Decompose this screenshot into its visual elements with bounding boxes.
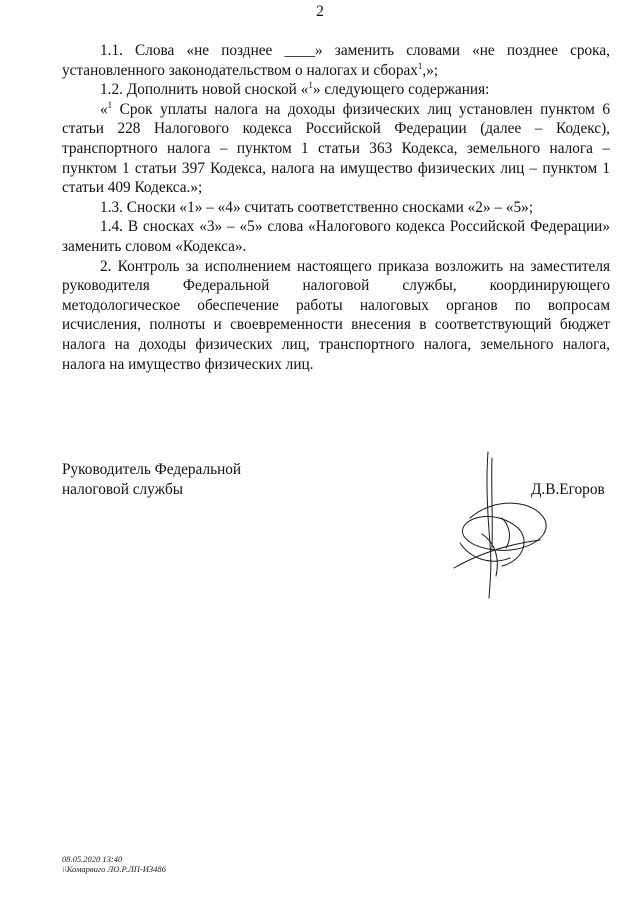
paragraph-1-1: 1.1. Слова «не позднее ____» заменить словами «не позднее срока, установленного законодательством о налогах и сборах$^1$,»; bbox=[62, 42, 610, 79]
signer-name: Д.В.Егоров bbox=[531, 481, 605, 498]
paragraph-1-3: 1.3. Сноски «1» – «4» считать соответственно сносками «2» – «5»; bbox=[100, 198, 534, 216]
footnote-mark: 1 bbox=[308, 80, 313, 91]
paragraph-1-2: 1.2. Дополнить новой сноской «$^1$» следующего содержания: bbox=[100, 80, 490, 99]
page-number: 2 bbox=[316, 3, 324, 20]
footnote-mark: 1 bbox=[417, 60, 423, 71]
handwritten-signature bbox=[440, 448, 560, 600]
paragraph-2: 2. Контроль за исполнением настоящего приказа возложить на заместителя руководителя Федеральной налоговой службы, координирующего методологическое обеспечение работы налоговых органов по вопросам исчисления, полноты и своевременности внесения в соответствующий бюджет налога на доходы физических лиц, транспортного налога, земельного налога, налога на имущество физических лиц. bbox=[62, 257, 610, 373]
paragraph-1-4: 1.4. В сносках «3» – «5» слова «Налогового кодекса Российской Федерации» заменить словом «Кодекса». bbox=[62, 218, 610, 255]
document-body bbox=[62, 41, 610, 374]
footer-timestamp: 08.05.2020 13:40 bbox=[62, 854, 123, 864]
quoted-footnote: «$^1$ Срок уплаты налога на доходы физических лиц установлен пунктом 6 статьи 228 Налогового кодекса Российской Федерации (далее – Кодекс), транспортного налога – пунктом 1 статьи 363 Кодекса, земельного налога – пунктом 1 статьи 397 Кодекса, налога на имущество физических лиц – пунктом 1 статьи 409 Кодекса.»; bbox=[62, 99, 610, 197]
position-line-1: Руководитель Федеральной bbox=[62, 461, 242, 478]
signatory-position bbox=[62, 460, 241, 500]
footer-file-reference: \\Комарвиго ЛО.Р.ЛП-ИЗ486 bbox=[62, 864, 166, 874]
document-footer bbox=[62, 854, 166, 874]
position-line-2: налоговой службы bbox=[62, 481, 184, 498]
footnote-mark: 1 bbox=[107, 99, 113, 110]
